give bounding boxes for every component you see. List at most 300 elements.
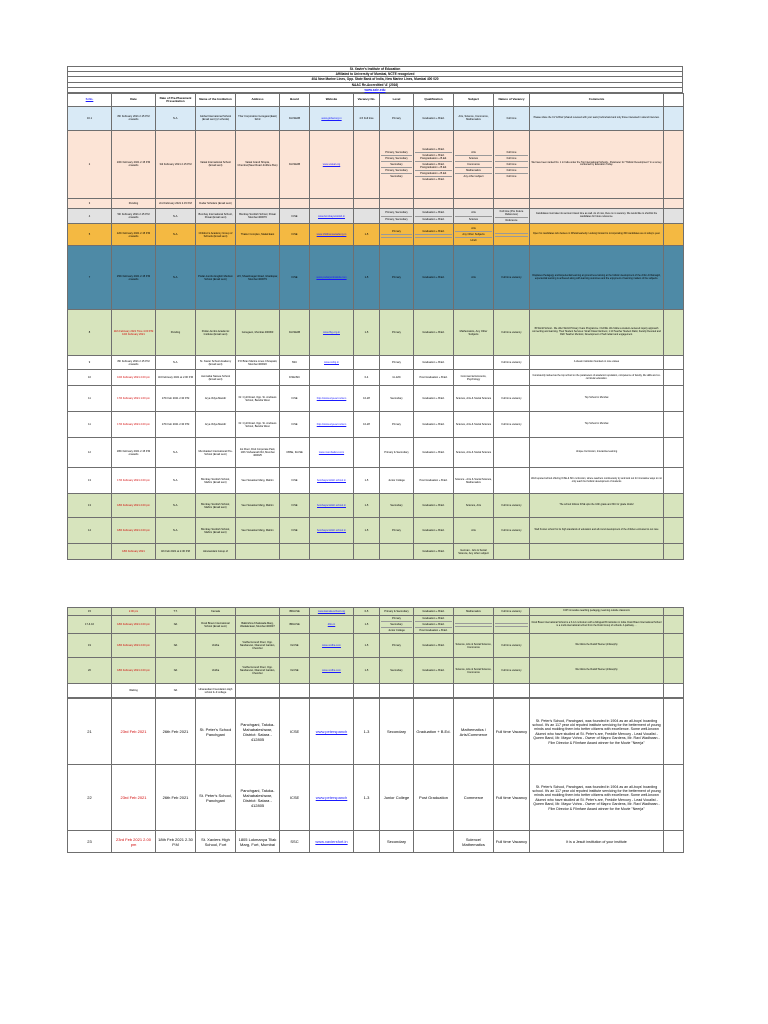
qualification-cell [414, 544, 454, 560]
level-cell [380, 412, 414, 438]
vacancy-count: 0-4 [354, 370, 380, 386]
vacancy-count: 4-5 Full time [354, 106, 380, 130]
vacancy-count: 0-5 [354, 608, 380, 616]
presentation-date: N.A. [156, 106, 196, 130]
nature-cell: Full time Vacancy [494, 699, 530, 765]
sub-value: Primary, Secondary [381, 156, 412, 162]
serial-number: 21 [68, 699, 112, 765]
institution-name: Hiranandani Foundation High school & Jr.college [196, 684, 236, 698]
subject-cell [454, 224, 494, 246]
serial-number: 9 [68, 356, 112, 370]
comments-cell: We follow the Rudolf Steiner philosophy [530, 658, 664, 684]
sub-value: Graduation + B.Ed. [422, 504, 445, 508]
sub-value: Graduation + B.Ed. [422, 529, 445, 533]
presentation-date: Pending [156, 310, 196, 356]
nature-cell [494, 684, 530, 698]
vacancy-count: 1-5 [354, 658, 380, 684]
interview-date: 15th February 2021 2.15 P.M onwards [112, 246, 156, 310]
extra-cell [664, 518, 684, 544]
sub-value: Full time [506, 175, 517, 179]
presentation-date: 17th Feb 2021 2.30 P.M [156, 386, 196, 412]
sub-value: Arts, Science, Commerce, Mathematics [458, 115, 489, 122]
vacancy-count: 1-3 [354, 699, 380, 765]
nature-cell [494, 634, 530, 658]
sub-value: Full time vacancy [501, 423, 522, 427]
board: ICSE [280, 224, 310, 246]
level-cell [380, 634, 414, 658]
website-link[interactable]: http://www.arya.ac.in/avm [310, 412, 354, 438]
comments-cell [530, 544, 664, 560]
board: CBSE, IGCSE [280, 438, 310, 468]
website-link[interactable] [310, 684, 354, 698]
website-link[interactable]: dbis.in [310, 616, 354, 634]
subject-cell: Science/ Mathematics [454, 831, 494, 853]
sub-value: 11-12th [392, 376, 401, 380]
website-link[interactable]: www.vodha.com [310, 634, 354, 658]
vacancy-count [354, 198, 380, 208]
website-link[interactable]: www.sxihg.in [310, 356, 354, 370]
institute-header [67, 66, 683, 93]
serial-number [68, 544, 112, 560]
institution-name: Arya Vidya Mandir [196, 386, 236, 412]
sub-value: Graduation + B.Ed. [422, 116, 445, 120]
qualification-cell [414, 246, 454, 310]
sub-value: Primary [392, 116, 401, 120]
website-link[interactable] [310, 198, 354, 208]
nature-cell [494, 198, 530, 208]
interview-date: 18th February 2021 2.00 pm [112, 518, 156, 544]
institution-name: St. Peter's School Panchgani [196, 699, 236, 765]
sub-value: Science, Arts & Social Science [455, 423, 492, 427]
interview-date: 18th February 2021 2.15 P.M onwards [112, 438, 156, 468]
extra-cell [664, 246, 684, 310]
sub-value: Arts [455, 150, 492, 156]
website-link[interactable]: http://www.arya.ac.in/avm [310, 386, 354, 412]
comments-cell: St. Peter's School, Panchgani, was founded in 1904 as an all-boys' boarding school. It's an 117 year old reputed institute servicing for the betterment of young minds and molding them into better citizens with excellence. Some well-known Alumni who have studied at St. Peter's are, Freddie Mercury - Lead Vocalist - Queen Band, Mr. Mayur Vohra - Owner of Mapro Gardens, Mr. Ravi Wadhwan - Film Director & Filmfare Award winner for the Movie "Neerja" [530, 765, 664, 831]
comments-cell: It is a Jesuit institution of your institute [530, 831, 664, 853]
sub-value: Secondary [381, 162, 412, 168]
interview-date: 17th February 2021 2.00 pm [112, 412, 156, 438]
level-cell [380, 370, 414, 386]
nature-cell [494, 438, 530, 468]
table-row [68, 386, 684, 412]
table-row [68, 208, 684, 223]
vacancy-count: 1-5 [354, 468, 380, 494]
board: IGCSE/IB [280, 130, 310, 198]
vacancy-count [354, 208, 380, 223]
serial-number: 8 [68, 310, 112, 356]
institution-address: Vodha Ground Floor, Opp. Nandanvan, Diamond Garden, Chembur [236, 634, 280, 658]
presentation-date: N.A. [156, 356, 196, 370]
institution-name: Vodha [196, 634, 236, 658]
sub-value: Science, Arts & Social Science [455, 397, 492, 401]
level-cell [380, 518, 414, 544]
sub-value: Any Other Subjects [455, 232, 492, 238]
sub-value: Arts [455, 226, 492, 232]
sub-value: Graduation + B.Ed. [422, 669, 445, 673]
interview-date: 18th February 2021 2.00 pm [112, 658, 156, 684]
presentation-date: N.A. [156, 246, 196, 310]
extra-cell [664, 699, 684, 765]
sub-value: Full time vacancy [501, 644, 522, 648]
website-link[interactable]: bombayscottish.school.in [310, 494, 354, 518]
vacancy-count: 1-5 [354, 310, 380, 356]
sub-value: Graduation + B.Ed. [422, 423, 445, 427]
sub-value [495, 551, 528, 553]
sub-value: Full time [495, 156, 528, 162]
table-row [68, 246, 684, 310]
level-cell [380, 468, 414, 494]
qualification-cell [414, 208, 454, 223]
website-link[interactable]: www.podarjumbokids.com [310, 246, 354, 310]
serial-number: 17 & 16 [68, 616, 112, 634]
sub-value: Full time vacancy [501, 504, 522, 508]
sub-value: Science, Arts [465, 504, 482, 508]
sub-value: Full time (Pre Future Reference) [495, 209, 528, 218]
institution-name: Global International School (Email sent) (2 schools) [196, 106, 236, 130]
level-cell [380, 616, 414, 634]
qualification-cell [414, 658, 454, 684]
comments-cell: IB World School - We offer World Primary Years Programme / IGCSE. We follow a student-centered inquiry approach connecting and learning. Their Student Services: Small Class Numbers; 1:10 Teacher Student Ratio; Faculty Devoted and Rich Teacher Mentors; Development of Self-reliant and engagement. [530, 310, 664, 356]
serial-number: 11 [68, 386, 112, 412]
presentation-date: N.A. [156, 438, 196, 468]
table-row [68, 699, 684, 765]
extra-cell [664, 831, 684, 853]
sub-value: Reference [505, 219, 518, 223]
website-link[interactable]: bombayscottish.school.in [310, 518, 354, 544]
sub-value: Postgraduation + B.Ed. [415, 171, 452, 177]
presentation-date: 26th Feb 2021 [156, 765, 196, 831]
interview-date: 11th February 2021 Time 4.00 P.M 10th February 2021 [112, 310, 156, 356]
institution-address [236, 370, 280, 386]
sub-value: Arts [455, 210, 492, 216]
board: ICSE [280, 468, 310, 494]
nature-cell [494, 658, 530, 684]
sub-value: Primary [381, 229, 412, 235]
interview-date: 23rd Feb 2021 [112, 699, 156, 765]
sub-value [495, 377, 528, 379]
serial-number: 3 [68, 198, 112, 208]
board: ICSE [280, 518, 310, 544]
vacancy-count [354, 684, 380, 698]
comments-cell: Top School in Mumbai [530, 386, 664, 412]
institution-name: Children's Academy Group of Schools (Email sent) [196, 224, 236, 246]
qualification-cell [414, 684, 454, 698]
qualification-cell [414, 608, 454, 616]
level-cell [380, 438, 414, 468]
institution-address: Veer Savarkar Marg, Mahim [236, 494, 280, 518]
level-cell: Junior College [380, 765, 414, 831]
presentation-date: NA [156, 616, 196, 634]
website-link[interactable]: www.vatsal.org [310, 130, 354, 198]
board: ICSE [280, 246, 310, 310]
sub-value: Full time vacancy [501, 397, 522, 401]
institution-name: Arya Vidya Mandir [196, 412, 236, 438]
table-row [68, 634, 684, 658]
serial-number: 23 [68, 831, 112, 853]
nature-cell [494, 468, 530, 494]
sub-value: Graduation + B.Ed. [415, 229, 452, 235]
placement-table-3 [67, 698, 684, 853]
table-row [68, 412, 684, 438]
vacancy-count [354, 130, 380, 198]
website-link[interactable] [310, 370, 354, 386]
website-link[interactable]: www.kamala.school.org [310, 608, 354, 616]
comments-cell: We follow the Rudolf Steiner philosophy [530, 634, 664, 658]
sub-value: Graduation + B.Ed. [422, 397, 445, 401]
subject-cell [454, 386, 494, 412]
website-line[interactable]: www.sxie.edu [68, 88, 682, 93]
level-cell [380, 658, 414, 684]
qualification-cell [414, 356, 454, 370]
sub-value: Arts [471, 276, 476, 280]
column-header: Website [310, 93, 354, 106]
sub-value: Primary & Secondary [384, 609, 409, 613]
sub-value: Graduation + B.Ed. [422, 178, 445, 182]
sub-value: Full time vacancy [501, 276, 522, 280]
board [280, 684, 310, 698]
subject-cell [454, 494, 494, 518]
column-header: Name of the Institution [196, 93, 236, 106]
level-cell [380, 356, 414, 370]
table-body [68, 608, 684, 698]
comments-cell: We have been ranked No. 1 in India under the Top International Schools - Parameter for "Holistic Development" in a survey conducted by Education Today. [530, 130, 664, 198]
board: SSC [280, 356, 310, 370]
website-link[interactable]: bombayscottish.school.in [310, 468, 354, 494]
extra-cell [664, 130, 684, 198]
level-cell [380, 130, 414, 198]
sub-value: Graduation + B.Ed. [415, 147, 452, 153]
sub-value: Primary [392, 331, 401, 335]
sub-value: Primary [392, 361, 401, 365]
extra-cell [664, 765, 684, 831]
presentation-date: T.T. [156, 608, 196, 616]
comments-cell: Top School in Mumbai [530, 412, 664, 438]
presentation-date: NA [156, 684, 196, 698]
serial-number: 12 [68, 438, 112, 468]
sub-value: Any other subject [463, 175, 484, 179]
table-row [68, 438, 684, 468]
extra-cell [664, 494, 684, 518]
accreditation-line: NAAC Re-Accredited 'A' (2016) [68, 83, 682, 88]
board: ICSE/ISC [280, 370, 310, 386]
extra-cell [664, 356, 684, 370]
extra-cell [664, 658, 684, 684]
nature-cell [494, 370, 530, 386]
presentation-date: N.A. [156, 468, 196, 494]
presentation-date: 3rd February 2021 at 2.00 P.M [156, 370, 196, 386]
website-link[interactable]: www.mumbadevi.com [310, 438, 354, 468]
presentation-date: N.A. [156, 518, 196, 544]
sub-value [495, 452, 528, 454]
serial-number: 11 [68, 412, 112, 438]
sub-value: Mathematics, Any Other Subjects [459, 329, 488, 336]
website-link[interactable]: www.peterspanch [310, 699, 354, 765]
institution-name: Dosti Bravo International School (Email sent) [196, 616, 236, 634]
table-row [68, 684, 684, 698]
placement-table-1 [67, 93, 684, 560]
qualification-cell [414, 370, 454, 386]
extra-cell [664, 608, 684, 616]
sub-value: Graduation + B.Ed. [422, 217, 445, 221]
sub-value: Arts [471, 529, 476, 533]
website-link[interactable]: www.global.org.in [310, 106, 354, 130]
website-link[interactable]: www.xaviersfort.in [310, 831, 354, 853]
sub-value: Science [468, 217, 479, 221]
qualification-cell [414, 831, 454, 853]
sub-value: Junior College [388, 479, 405, 483]
institution-address: 1st Floor, Dixit Corporate Park, 10th Vishwanath Rd, Mumbai 400025 [236, 438, 280, 468]
sub-value: Graduation + B.Ed. [415, 210, 452, 216]
serial-number: 7 [68, 246, 112, 310]
table-row [68, 544, 684, 560]
board: IBIGCSE [280, 608, 310, 616]
table-row [68, 198, 684, 208]
sub-value: Full time vacancy [501, 609, 522, 613]
sheet-page-1 [67, 66, 683, 560]
level-cell [380, 386, 414, 412]
extra-cell [664, 310, 684, 356]
vacancy-count: 1-5 [354, 494, 380, 518]
column-header: Date [112, 93, 156, 106]
level-cell [380, 246, 414, 310]
sub-value [495, 480, 528, 482]
comments-cell: Open for candidates who believe in Wholeheartedly. Looking forward to incorporating 300 candidates as on today's year. [530, 224, 664, 246]
level-cell: Secondary [380, 699, 414, 765]
institution-address [236, 544, 280, 560]
comments-cell: A dream institution founded on core values [530, 356, 664, 370]
vacancy-count: 1-5 [354, 518, 380, 544]
serial-number: 10 [68, 370, 112, 386]
subject-cell [454, 634, 494, 658]
level-cell: Secondary [380, 831, 414, 853]
nature-cell [494, 208, 530, 223]
institution-address: Panchgani, Taluka-Mahabaleshwar, District: Satara - 412805 [236, 765, 280, 831]
presentation-date: 2nd February 2021 2.15 P.M [156, 198, 196, 208]
column-header [664, 93, 684, 106]
qualification-cell [414, 494, 454, 518]
header-row [68, 93, 684, 106]
sub-value: Graduation + B.Ed. [422, 451, 445, 455]
interview-date: 8th February 2021 2.15 P.M onwards [112, 106, 156, 130]
subject-cell [454, 208, 494, 223]
board: ICSE [280, 208, 310, 223]
qualification-cell [414, 412, 454, 438]
presentation-date: 26th Feb 2021 [156, 699, 196, 765]
institution-address: Goregaon, Mumbai 400063 [236, 310, 280, 356]
sub-value: Primary [392, 276, 401, 280]
sub-value: Commercial Accounts, Psychology [460, 374, 487, 381]
sub-value: Post Graduation + B.Ed. [419, 376, 448, 380]
website-link[interactable]: www.bombayscottish.in [310, 208, 354, 223]
level-cell [380, 608, 414, 616]
table-row [68, 106, 684, 130]
table-row [68, 310, 684, 356]
sub-value [455, 362, 492, 364]
subject-cell [454, 518, 494, 544]
vacancy-count [354, 356, 380, 370]
serial-number: 13 [68, 494, 112, 518]
level-cell [380, 106, 414, 130]
affiliation-line: Affiliated to University of Mumbai, NCTE recognized [68, 72, 682, 77]
serial-number: 2 [68, 130, 112, 198]
sub-value: Mathematics [466, 609, 481, 613]
extra-cell [664, 386, 684, 412]
institution-address: Bombay Scottish School, Powai Mumbai 400076 [236, 208, 280, 223]
subject-cell [454, 310, 494, 356]
subject-cell [454, 544, 494, 560]
qualification-cell [414, 634, 454, 658]
interview-date: 5th February 2021 2.15 P.M onwards [112, 208, 156, 223]
comments-cell: Unique Curriculum, Interactive learning [530, 438, 664, 468]
interview-date: Waiting [112, 684, 156, 698]
website-link[interactable] [310, 544, 354, 560]
vacancy-count: 10-28 [354, 386, 380, 412]
address-line: 40A New Marine Lines, Opp. State Bank of India, New Marine Lines, Mumbai 400 020 [68, 77, 682, 82]
table-row [68, 608, 684, 616]
institution-address: 1805 Lokmanya Tilak Marg, Fort, Mumbai [236, 831, 280, 853]
comments-cell: Candidates must take into account travel time as well. As of now, there is no vacancy. We would like to shortlist the candidates for future reference. [530, 208, 664, 223]
interview-date: 18th February 2021 [112, 544, 156, 560]
interview-date: 17th February 2021 1.00 pm [112, 386, 156, 412]
sub-value: Science [455, 156, 492, 162]
qualification-cell [414, 130, 454, 198]
sub-value: Graduation + B.Ed. [422, 609, 445, 613]
comments-cell: The school follows ICSE upto the 10th grade and ISC for grade 11&12 [530, 494, 664, 518]
institution-address: 2/3, Shastrinagar Road, Ghatkopar, Mumbai 400079 [236, 246, 280, 310]
sub-value: Post Graduation + B.Ed. [419, 629, 448, 633]
comments-cell: CCP Innovative teaching pedagogy, learning outside classroom [530, 608, 664, 616]
qualification-cell [414, 438, 454, 468]
table-body [68, 93, 684, 559]
table-row [68, 224, 684, 246]
institution-name: Vatsal International School (Email sent) [196, 130, 236, 198]
institution-address: Thar Corporation Goregaon(East) 32nd [236, 106, 280, 130]
sub-value: Mathematics [455, 168, 492, 174]
level-cell [380, 544, 414, 560]
nature-cell: Full time Vacancy [494, 765, 530, 831]
website-link[interactable]: www.childrensacademy.in [310, 224, 354, 246]
sub-value: Full time vacancy [501, 529, 522, 533]
sub-value: Graduation + B.Ed. Postgraduation + B.Ed. [415, 162, 452, 171]
presentation-date: 18th Feb 2021 2.30 P.M [156, 831, 196, 853]
nature-cell [494, 130, 530, 198]
website-link[interactable]: www.vodha.com [310, 658, 354, 684]
nature-cell [494, 616, 530, 634]
website-link[interactable]: www.peterspanch [310, 765, 354, 831]
column-header: Vacancy No. [354, 93, 380, 106]
table-row [68, 356, 684, 370]
subject-cell [454, 356, 494, 370]
qualification-cell [414, 616, 454, 634]
sub-value: Primary, Secondary [381, 168, 412, 174]
institution-address: Vatsal Grand Shopta, Chembur(Near Road Jrolibne Bus) [236, 130, 280, 198]
sub-value: Secondary [390, 397, 403, 401]
comments-cell: Displaces Pedagogy and Experiential learning at ground level aiming at the holistic development of the child. At Ratnagiri, experiential learning is achieved along with learning outcomes and the enjoyment of learning matters of the subjects. [530, 246, 664, 310]
comments-cell: Well Known school for its high standards of education and all round development of the children entrusted to our care [530, 518, 664, 544]
board: IBIGCSE [280, 616, 310, 634]
institution-address: Dr. Cyril Road, Opp. St. Andrews School, Bandra West [236, 412, 280, 438]
serial-number: 4 [68, 208, 112, 223]
presentation-date: 3rd February 2021 2.15 P.M [156, 130, 196, 198]
sub-value: Junior College [388, 629, 405, 633]
website-link[interactable]: www.fbg.org.in [310, 310, 354, 356]
sub-value: Graduation + B.Ed. [422, 550, 445, 554]
extra-cell [664, 224, 684, 246]
level-cell [380, 494, 414, 518]
institution-address: Balkrishna Khatiwada Marg, Wadala East, Mumbai 400037 [236, 616, 280, 634]
level-cell [380, 310, 414, 356]
